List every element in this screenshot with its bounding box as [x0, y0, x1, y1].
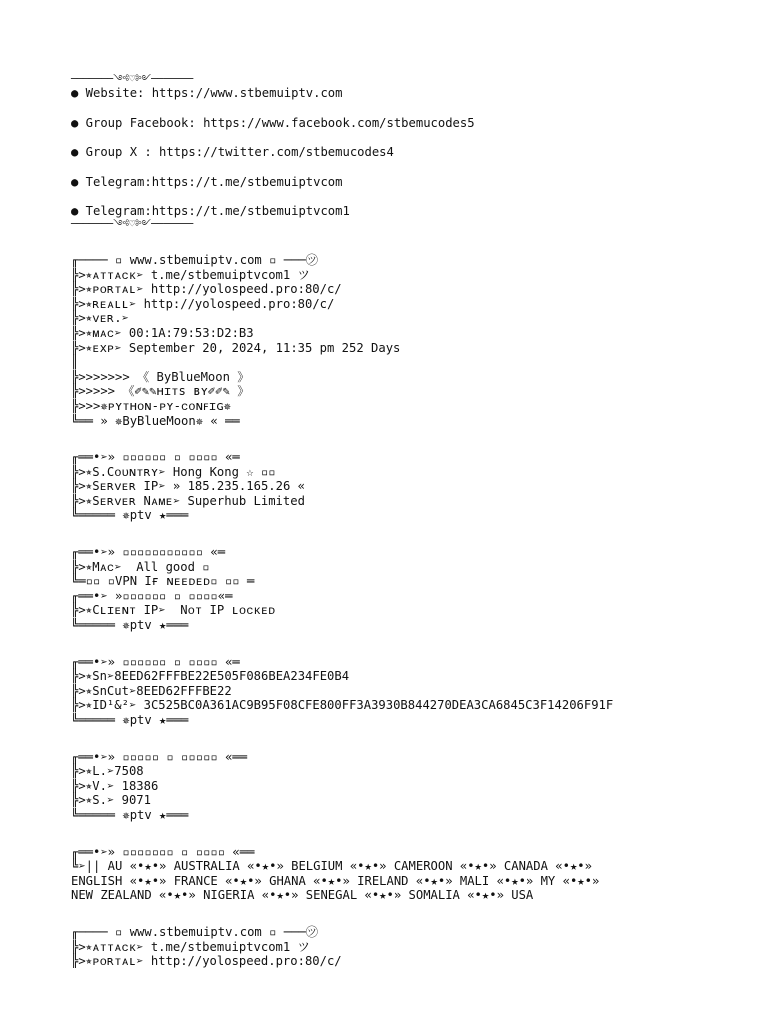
status-header: ╓══•➢» ▫▫▫▫▫▫▫▫▫▫▫ «═: [71, 545, 226, 560]
portal-header-2: ╓──── ▫ www.stbemuiptv.com ▫ ───㋡: [71, 924, 318, 939]
content-count-block: [71, 750, 751, 823]
divider-bottom: ───────༺♡༻───────: [71, 218, 194, 230]
real-line: ╠>⭒ʀᴇᴀʟʟ➢ http://yolospeed.pro:80/c/: [71, 296, 335, 311]
link-twitter[interactable]: ● Group X : https://twitter.com/stbemucodes4: [71, 145, 394, 160]
countries-line-3: NEW ZEALAND «•★•» NIGERIA «•★•» SENEGAL «•★•» SOMALIA «•★•» USA: [71, 888, 534, 903]
portal-line: ╠>⭒ᴘᴏʀᴛᴀʟ➢ http://yolospeed.pro:80/c/: [71, 282, 342, 297]
vpn-line: ╚═▫▫ ▫VPN Iғ ɴᴇᴇᴅᴇᴅ▫ ▫▫ ═: [71, 574, 255, 589]
link-telegram-2[interactable]: ● Telegram:https://t.me/stbemuiptvcom1: [71, 204, 350, 219]
series-count-line: ╠>⭒S.➢ 9071: [71, 793, 151, 808]
client-header: ╓══•➢ »▫▫▫▫▫▫ ▫ ▫▫▫▫«═: [71, 588, 233, 603]
mac-line: ╠>⭒ᴍᴀᴄ➢ 00:1A:79:53:D2:B3: [71, 325, 254, 340]
content-header: ╓══•➢» ▫▫▫▫▫ ▫ ▫▫▫▫▫ «══: [71, 749, 248, 764]
link-telegram[interactable]: ● Telegram:https://t.me/stbemuiptvcom: [71, 174, 343, 189]
server-footer: ╚═════ ✵ptv ★═══: [71, 508, 189, 523]
document-page: [71, 74, 751, 969]
portal-footer: ╚══ » ✵ByBlueMoon✵ « ══: [71, 413, 240, 428]
status-footer: ╚═════ ✵ptv ★═══: [71, 618, 189, 633]
portal-block-2: [71, 925, 751, 969]
portal-line-2: ╠>⭒ᴘᴏʀᴛᴀʟ➢ http://yolospeed.pro:80/c/: [71, 954, 342, 969]
author-line: ╠>>>>>>> 《 ByBlueMoon 》: [71, 369, 250, 384]
device-block: [71, 655, 751, 728]
portal-block: [71, 253, 751, 428]
attack-line: ╠>⭒ᴀᴛᴛᴀᴄᴋ➢ t.me/stbemuiptvcom1 ツ: [71, 267, 310, 282]
link-facebook[interactable]: ● Group Facebook: https://www.facebook.com/stbemucodes5: [71, 115, 475, 130]
mac-status-line: ╠>⭒Mᴀᴄ➢ All good ▫: [71, 559, 210, 574]
server-ip-line: ╠>⭒Sᴇʀᴠᴇʀ IP➢ » 185.235.165.26 «: [71, 479, 305, 494]
countries-line-2: ENGLISH «•★•» FRANCE «•★•» GHANA «•★•» IRELAND «•★•» MALI «•★•» MY «•★•»: [71, 873, 600, 888]
content-footer: ╚═════ ✵ptv ★═══: [71, 807, 189, 822]
server-header: ╓══•➢» ▫▫▫▫▫▫ ▫ ▫▫▫▫ «═: [71, 450, 240, 465]
live-count-line: ╠>⭒L.➢7508: [71, 764, 144, 779]
link-website[interactable]: ● Website: https://www.stbemuiptv.com: [71, 86, 343, 100]
device-header: ╓══•➢» ▫▫▫▫▫▫ ▫ ▫▫▫▫ «═: [71, 654, 240, 669]
server-block: [71, 450, 751, 523]
hits-line: ╠>>>>> 《✐✎✎ʜɪᴛs ʙʏ✐✐✎ 》: [71, 384, 250, 399]
device-id-line: ╠>⭒ID¹&²➢ 3C525BC0A361AC9B95F08CFE800FF3A3930B844270DEA3CA6845C3F14206F91F: [71, 698, 614, 713]
countries-header: ╓══•➢» ▫▫▫▫▫▫▫ ▫ ▫▫▫▫ «══: [71, 844, 255, 859]
serial-cut-line: ╠>⭒SnCut➢8EED62FFFBE22: [71, 683, 232, 698]
status-block: [71, 545, 751, 633]
version-line: ╠>⭒ᴠᴇʀ.➢: [71, 311, 129, 326]
server-name-line: ╠>⭒Sᴇʀᴠᴇʀ Nᴀᴍᴇ➢ Superhub Limited: [71, 493, 305, 508]
server-country-line: ╠>⭒S.Cᴏᴜɴᴛʀʏ➢ Hong Kong ☆ ▫▫: [71, 464, 276, 479]
countries-block: [71, 845, 751, 903]
serial-line: ╠>⭒Sn➢8EED62FFFBE22E505F086BEA234FE0B4: [71, 669, 350, 684]
config-line: ╠>>>✵ᴘʏᴛʜᴏɴ-ᴘʏ-ᴄᴏɴꜰɪɢ✵: [71, 398, 231, 413]
device-footer: ╚═════ ✵ptv ★═══: [71, 713, 189, 727]
spacer-line: ║: [71, 355, 79, 370]
countries-line-1: ╚➢|| AU «•★•» AUSTRALIA «•★•» BELGIUM «•★•» CAMEROON «•★•» CANADA «•★•»: [71, 859, 592, 874]
divider-top: ───────༺♡༻───────: [71, 74, 194, 85]
attack-line-2: ╠>⭒ᴀᴛᴛᴀᴄᴋ➢ t.me/stbemuiptvcom1 ツ: [71, 939, 310, 954]
portal-header: ╓──── ▫ www.stbemuiptv.com ▫ ───㋡: [71, 252, 318, 267]
expiry-line: ╠>⭒ᴇxᴘ➢ September 20, 2024, 11:35 pm 252 Days: [71, 340, 401, 355]
client-ip-line: ╠>⭒Cʟɪᴇɴᴛ IP➢ Nᴏᴛ IP ʟᴏᴄᴋᴇᴅ: [71, 603, 276, 618]
vod-count-line: ╠>⭒V.➢ 18386: [71, 778, 159, 793]
